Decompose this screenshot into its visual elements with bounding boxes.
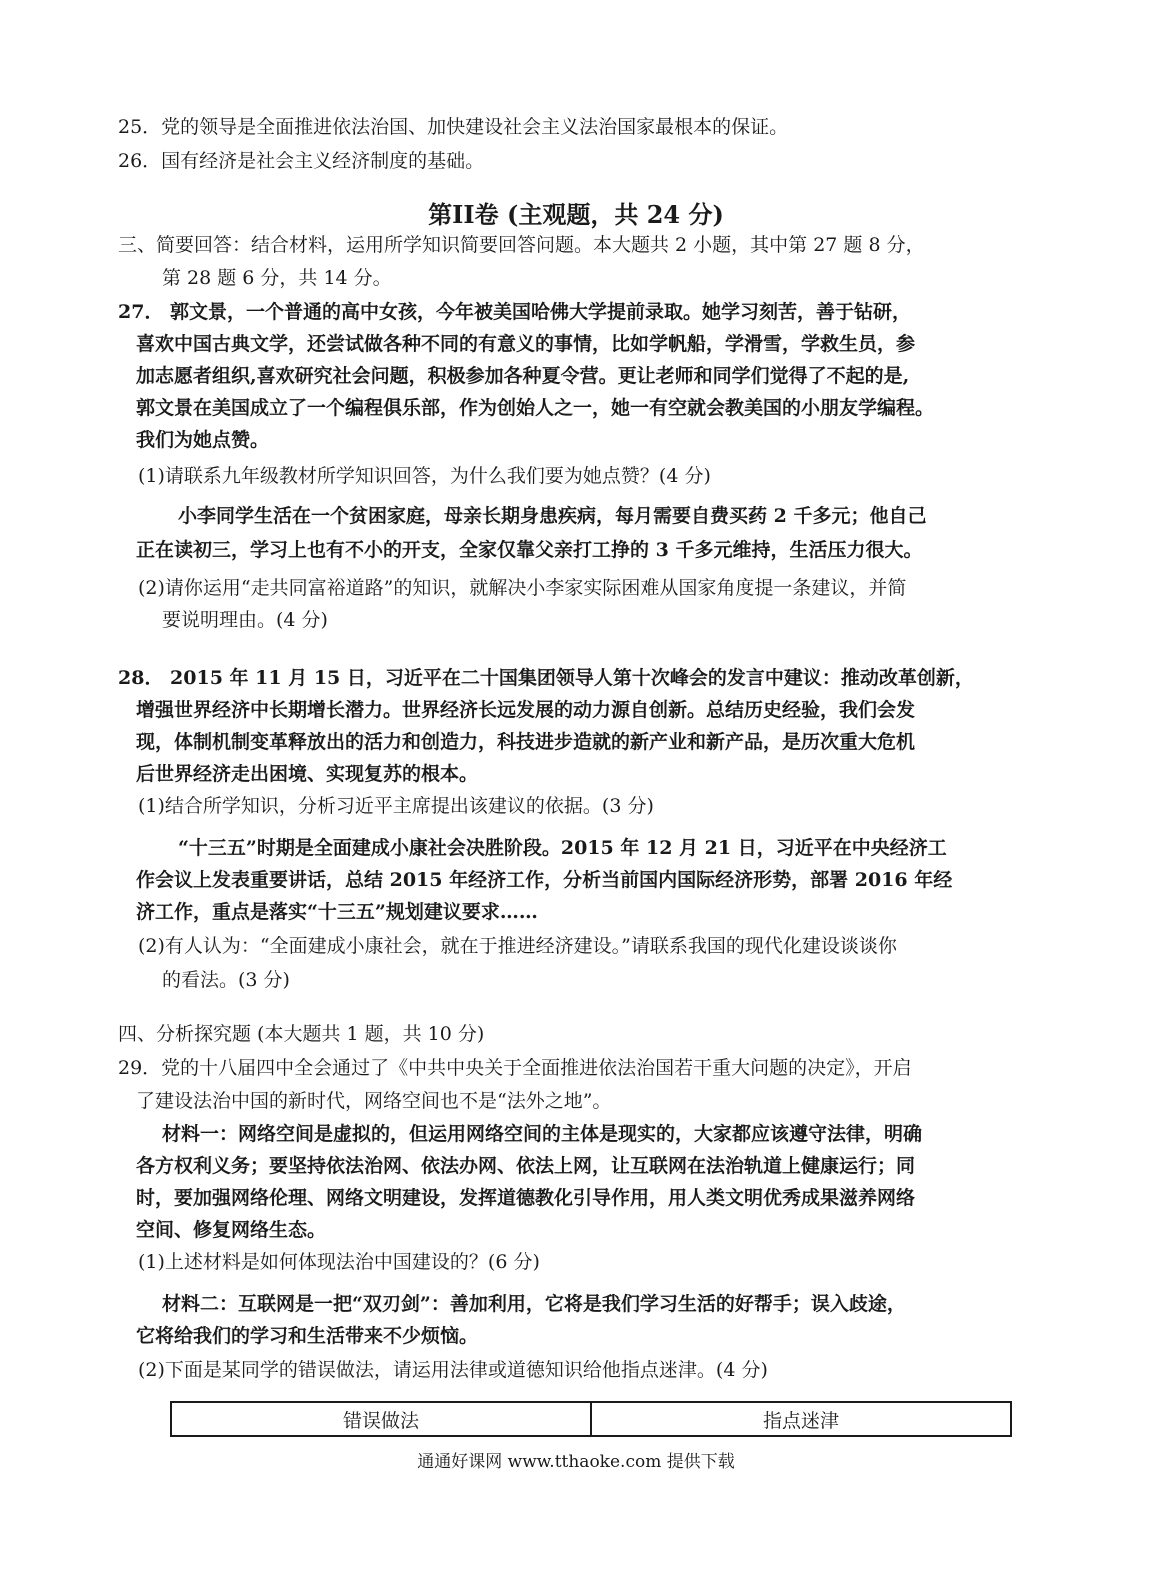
answer-table (170, 1401, 1012, 1437)
text-line: 三、简要回答：结合材料，运用所学知识简要回答问题。本大题共 2 小题，其中第 27 题 8 分， (118, 234, 925, 256)
text-line: 29．党的十八届四中全会通过了《中共中央关于全面推进依法治国若干重大问题的决定》，开启 (118, 1057, 912, 1079)
text-line: 26．国有经济是社会主义经济制度的基础。 (118, 150, 485, 172)
text-line: 它将给我们的学习和生活带来不少烦恼。 (136, 1325, 479, 1347)
table-header-wrong-practice: 错误做法 (171, 1402, 591, 1436)
text-line: 27． 郭文景，一个普通的高中女孩，今年被美国哈佛大学提前录取。她学习刻苦，善于钻研， (118, 301, 912, 323)
text-line: 时，要加强网络伦理、网络文明建设，发挥道德教化引导作用，用人类文明优秀成果滋养网络 (136, 1187, 916, 1209)
text-line: (1)上述材料是如何体现法治中国建设的？(6 分) (138, 1251, 540, 1273)
text-line: 现，体制机制变革释放出的活力和创造力，科技进步造就的新产业和新产品，是历次重大危机 (136, 731, 916, 753)
section-title: 第II卷 (主观题，共 24 分) (428, 200, 724, 229)
text-line: 后世界经济走出困境、实现复苏的根本。 (136, 763, 479, 785)
text-line: 加志愿者组织,喜欢研究社会问题，积极参加各种夏令营。更让老师和同学们觉得了不起的是, (136, 365, 910, 387)
text-line: 空间、修复网络生态。 (136, 1219, 327, 1241)
text-line: 四、分析探究题 (本大题共 1 题，共 10 分) (118, 1023, 485, 1045)
text-line: 喜欢中国古典文学，还尝试做各种不同的有意义的事情，比如学帆船，学滑雪，学救生员，参 (136, 333, 916, 355)
text-line: 小李同学生活在一个贫困家庭，母亲长期身患疾病，每月需要自费买药 2 千多元；他自己 (178, 505, 927, 527)
text-line: 郭文景在美国成立了一个编程俱乐部，作为创始人之一，她一有空就会教美国的小朋友学编程。 (136, 397, 935, 419)
text-line: 的看法。(3 分) (162, 969, 290, 991)
text-line: (2)有人认为：“全面建成小康社会，就在于推进经济建设。”请联系我国的现代化建设谈谈你 (138, 935, 897, 957)
text-line: 济工作，重点是落实“十三五”规划建议要求…… (136, 901, 538, 923)
text-line: 作会议上发表重要讲话，总结 2015 年经济工作，分析当前国内国际经济形势，部署 2016 年经 (136, 869, 953, 891)
text-line: 各方权利义务；要坚持依法治网、依法办网、依法上网，让互联网在法治轨道上健康运行；同 (136, 1155, 916, 1177)
text-line: (2)下面是某同学的错误做法，请运用法律或道德知识给他指点迷津。(4 分) (138, 1359, 768, 1381)
text-line: (1)结合所学知识，分析习近平主席提出该建议的依据。(3 分) (138, 795, 654, 817)
text-line: (2)请你运用“走共同富裕道路”的知识，就解决小李家实际困难从国家角度提一条建议，并简 (138, 577, 907, 599)
table-header-row (171, 1402, 1011, 1436)
text-line: 要说明理由。(4 分) (162, 609, 328, 631)
table-header-guidance: 指点迷津 (591, 1402, 1011, 1436)
text-line: 28． 2015 年 11 月 15 日，习近平在二十国集团领导人第十次峰会的发言中建议：推动改革创新， (118, 667, 974, 689)
text-line: (1)请联系九年级教材所学知识回答，为什么我们要为她点赞？(4 分) (138, 465, 711, 487)
text-line: 第 28 题 6 分，共 14 分。 (162, 267, 392, 289)
text-line: 正在读初三，学习上也有不小的开支，全家仅靠父亲打工挣的 3 千多元维持，生活压力很大。 (136, 539, 923, 561)
text-line: 我们为她点赞。 (136, 429, 270, 451)
text-line: 材料二：互联网是一把“双刃剑”：善加利用，它将是我们学习生活的好帮手；误入歧途， (162, 1293, 906, 1315)
text-line: 材料一：网络空间是虚拟的，但运用网络空间的主体是现实的，大家都应该遵守法律，明确 (162, 1123, 923, 1145)
footer-text: 通通好课网 www.tthaoke.com 提供下载 (417, 1452, 735, 1472)
text-line: 25．党的领导是全面推进依法治国、加快建设社会主义法治国家最根本的保证。 (118, 116, 789, 138)
text-line: 增强世界经济中长期增长潜力。世界经济长远发展的动力源自创新。总结历史经验，我们会发 (136, 699, 916, 721)
text-line: 了建设法治中国的新时代，网络空间也不是“法外之地”。 (136, 1090, 612, 1112)
text-line: “十三五”时期是全面建成小康社会决胜阶段。2015 年 12 月 21 日，习近平在中央经济工 (178, 837, 947, 859)
